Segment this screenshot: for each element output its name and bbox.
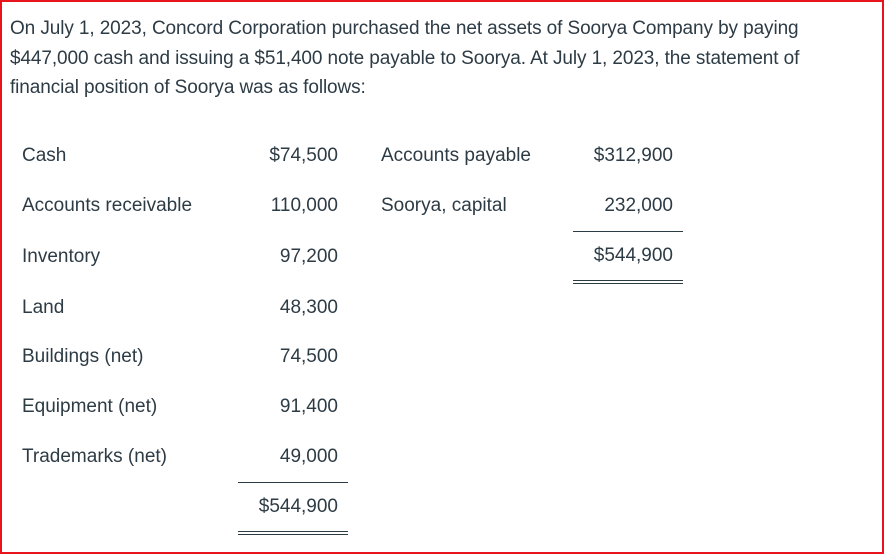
liabilities-total-double-rule [573, 280, 683, 284]
question-text: On July 1, 2023, Concord Corporation purchased the net assets of Soorya Company by paying $447,000 cash and issuing a $51,400 note payable to Soorya. At July 1, 2023, the statement of financial position of Soorya was as follows: [10, 18, 800, 98]
asset-label-buildings: Buildings (net) [22, 346, 144, 367]
asset-amount-equipment: 91,400 [279, 396, 338, 417]
asset-label-land: Land [22, 297, 65, 318]
asset-amount-cash: $74,500 [269, 145, 338, 166]
asset-amount-accounts-receivable: 110,000 [270, 195, 338, 216]
equity-amount-soorya-capital: 232,000 [604, 195, 673, 216]
assets-subtotal-rule [238, 482, 348, 483]
asset-label-trademarks: Trademarks (net) [22, 446, 167, 467]
asset-amount-trademarks: 49,000 [279, 446, 338, 467]
liability-amount-accounts-payable: $312,900 [593, 145, 673, 166]
equity-label-soorya-capital: Soorya, capital [381, 195, 507, 216]
asset-label-inventory: Inventory [22, 246, 101, 267]
asset-label-accounts-receivable: Accounts receivable [22, 195, 193, 216]
assets-total-double-rule [238, 531, 348, 535]
asset-label-equipment: Equipment (net) [22, 396, 158, 417]
asset-amount-inventory: 97,200 [279, 246, 338, 267]
assets-total: $544,900 [258, 496, 338, 517]
asset-amount-buildings: 74,500 [279, 346, 338, 367]
liabilities-total: $544,900 [593, 245, 673, 266]
asset-amount-land: 48,300 [279, 297, 338, 318]
liability-label-accounts-payable: Accounts payable [381, 145, 531, 166]
liabilities-subtotal-rule [573, 231, 683, 232]
asset-label-cash: Cash [22, 145, 67, 166]
